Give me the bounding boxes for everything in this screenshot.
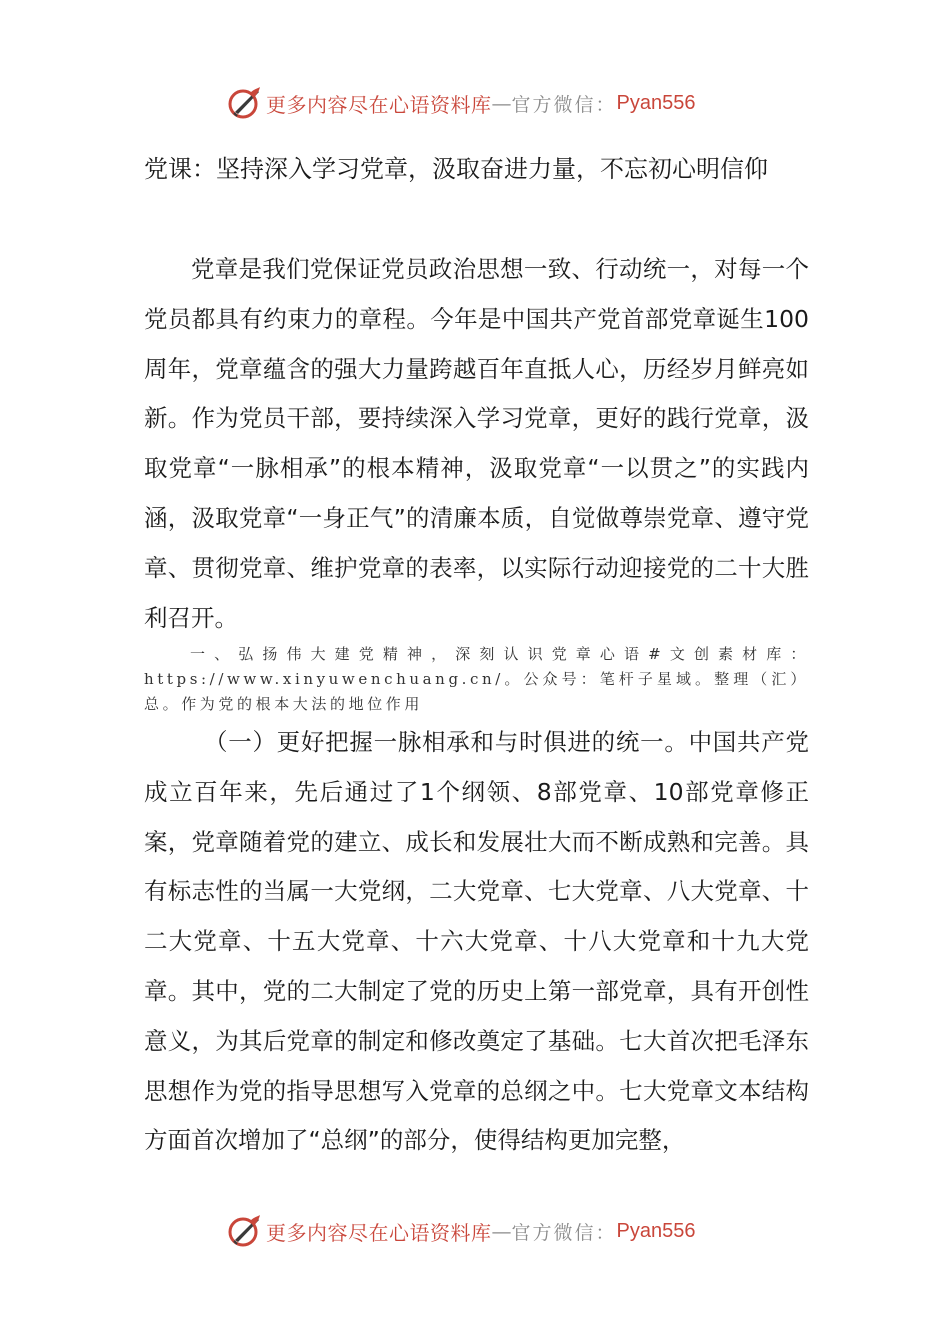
watermark-wechat-label: 官方微信： [511, 93, 617, 116]
watermark-text: 更多内容尽在心语资料库 [266, 1220, 492, 1245]
watermark-wechat-id: Pyan556 [616, 91, 696, 114]
watermark-header [226, 83, 695, 123]
watermark-dash: — [491, 91, 512, 115]
document-title: 党课：坚持深入学习党章，汲取奋进力量，不忘初心明信仰 [144, 155, 768, 183]
watermark-wechat-id: Pyan556 [616, 1219, 696, 1242]
section-heading: 一、弘扬伟大建党精神，深刻认识党章心语#文创素材库：https://www.xinyuwenchuang.cn/。公众号：笔杆子星域。整理（汇）总。作为党的根本大法的地位作用 [144, 645, 809, 713]
watermark-wechat-label: 官方微信： [511, 1221, 617, 1244]
subsection-paragraph: （一）更好把握一脉相承和与时俱进的统一。中国共产党成立百年来，先后通过了1个纲领、8部党章、10部党章修正案，党章随着党的建立、成长和发展壮大而不断成熟和完善。具有标志性的当属一大党纲，二大党章、七大党章、八大党章、十二大党章、十五大党章、十六大党章、十八大党章和十九大党章。其中，党的二大制定了党的历史上第一部党章，具有开创性意义，为其后党章的制定和修改奠定了基础。七大首次把毛泽东思想作为党的指导思想写入党章的总纲之中。七大党章文本结构方面首次增加了“总纲”的部分，使得结构更加完整， [144, 728, 809, 1155]
quill-logo-icon [226, 85, 262, 121]
watermark-footer [226, 1211, 695, 1251]
watermark-dash: — [491, 1219, 512, 1243]
watermark-text: 更多内容尽在心语资料库 [266, 92, 492, 117]
quill-logo-icon [226, 1213, 262, 1249]
intro-paragraph: 党章是我们党保证党员政治思想一致、行动统一，对每一个党员都具有约束力的章程。今年是中国共产党首部党章诞生100周年，党章蕴含的强大力量跨越百年直抵人心，历经岁月鲜亮如新。作为党员干部，要持续深入学习党章，更好的践行党章，汲取党章“一脉相承”的根本精神，汲取党章“一以贯之”的实践内涵，汲取党章“一身正气”的清廉本质，自觉做尊崇党章、遵守党章、贯彻党章、维护党章的表率，以实际行动迎接党的二十大胜利召开。 [144, 255, 809, 632]
